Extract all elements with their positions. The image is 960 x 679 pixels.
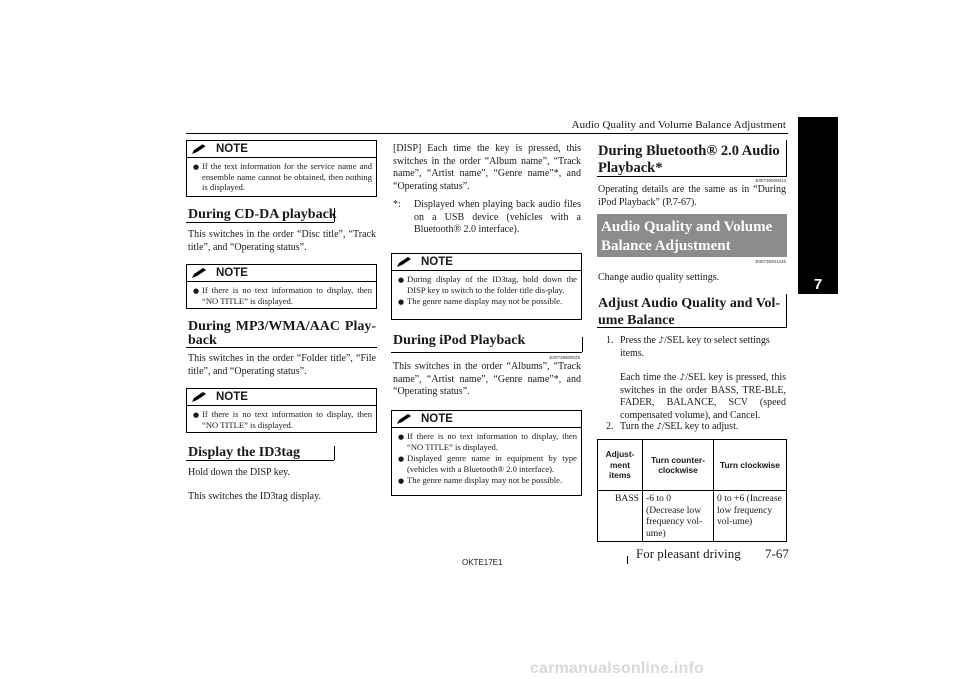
music-note-icon: ♪ — [658, 336, 665, 346]
table-header: Turn counter-clockwise — [643, 440, 714, 491]
note-label: NOTE — [216, 143, 248, 155]
bullet-icon: ● — [398, 276, 405, 284]
note-box-3 — [186, 388, 377, 433]
note-item: ● If there is no text information to display, then “NO TITLE” is displayed. — [398, 431, 577, 452]
header-rule — [186, 133, 788, 134]
table-header: Turn clockwise — [714, 440, 787, 491]
footer-section: For pleasant driving — [636, 546, 741, 561]
table-cell: -6 to 0 (Decrease low frequency vol-ume) — [643, 491, 714, 542]
note-pencil-icon — [191, 143, 213, 155]
note-item: ● The genre name display may not be possible. — [398, 296, 563, 306]
bullet-icon: ● — [398, 477, 405, 485]
note-pencil-icon — [396, 256, 418, 268]
paragraph-change: Change audio quality settings. — [598, 272, 720, 283]
step-1-detail: Each time the ♪/SEL key is pressed, this switches in the order BASS, TRE-BLE, FADER, BALANCE, SCV (speed compensated volume), and Cancel. — [620, 372, 787, 421]
note-header — [187, 141, 376, 158]
note-box-2 — [186, 264, 377, 309]
bullet-icon: ● — [398, 433, 405, 441]
heading-underline-tick — [786, 140, 787, 176]
chapter-number: 7 — [813, 276, 823, 293]
note-pencil-icon — [191, 391, 213, 403]
heading-underline-tick — [582, 337, 583, 352]
step-2-number: 2. — [606, 421, 614, 432]
footnote-text: Displayed when playing back audio files on a USB device (vehicles with a Bluetooth® 2.0 interface). — [414, 199, 581, 235]
paragraph-bluetooth: Operating details are the same as in “During iPod Playback” (P.7-67). — [598, 184, 786, 208]
paragraph-ipod: This switches in the order “Albums”, “Track name”, “Artist name”, “Genre name”*, and “Operating status”. — [393, 361, 581, 397]
table-row — [598, 491, 787, 542]
note-header — [187, 389, 376, 406]
watermark: carmanualsonline.info — [530, 660, 705, 677]
note-item: ● If there is no text information to display, then “NO TITLE” is displayed. — [193, 409, 372, 430]
heading-id3tag: Display the ID3tag — [188, 445, 301, 460]
step-1: Press the ♪/SEL key to select settings items. — [620, 335, 770, 359]
note-box-5 — [391, 410, 582, 496]
heading-ipod: During iPod Playback — [393, 333, 526, 348]
music-note-icon: ♪ — [656, 422, 663, 432]
footnote-mark: *: — [393, 199, 401, 210]
note-item: ● The genre name display may not be possible. — [398, 475, 563, 485]
heading-underline — [186, 347, 377, 348]
heading-adjust: Adjust Audio Quality and Vol-ume Balance — [598, 296, 781, 328]
note-label: NOTE — [216, 267, 248, 279]
note-box-1 — [186, 140, 377, 197]
note-item: ● If there is no text information to display, then “NO TITLE” is displayed. — [193, 285, 372, 306]
bullet-icon: ● — [193, 163, 200, 171]
note-label: NOTE — [421, 413, 453, 425]
bullet-icon: ● — [193, 411, 200, 419]
table-header: Adjust-ment items — [598, 440, 643, 491]
bullet-icon: ● — [398, 455, 405, 463]
note-header — [392, 254, 581, 271]
note-item: ● Displayed genre name in equipment by type (vehicles with a Bluetooth® 2.0 interface). — [398, 453, 577, 474]
heading-underline — [186, 222, 334, 223]
heading-underline — [597, 176, 787, 177]
note-label: NOTE — [421, 256, 453, 268]
footer-page-number: 7-67 — [765, 546, 789, 561]
footer-divider — [627, 556, 628, 564]
note-item: ● During display of the ID3tag, hold down the DISP key to switch to the folder title dis-play. — [398, 274, 577, 295]
settings-table — [597, 439, 787, 542]
heading-cd-da: During CD-DA playback — [188, 207, 337, 222]
step-2: Turn the ♪/SEL key to adjust. — [620, 421, 739, 432]
section-title: Audio Quality and Volume Balance Adjustment — [601, 219, 773, 254]
paragraph-id3-hold: Hold down the DISP key. — [188, 467, 291, 478]
heading-bluetooth: During Bluetooth® 2.0 Audio Playback* — [598, 143, 780, 176]
heading-underline — [186, 460, 334, 461]
table-cell: 0 to +6 (Increase low frequency vol-ume) — [714, 491, 787, 542]
note-pencil-icon — [191, 267, 213, 279]
table-header-row — [598, 440, 787, 491]
heading-underline — [597, 327, 787, 328]
bullet-icon: ● — [193, 287, 200, 295]
heading-mp3: During MP3/WMA/AAC Play-back — [188, 319, 376, 348]
note-pencil-icon — [396, 413, 418, 425]
paragraph-mp3: This switches in the order “Folder title”, “File title”, and “Operating status”. — [188, 353, 376, 377]
heading-underline-tick — [334, 446, 335, 460]
note-label: NOTE — [216, 391, 248, 403]
footer-code: OKTE17E1 — [462, 558, 503, 567]
paragraph-disp: [DISP] Each time the key is pressed, this switches in the order “Album name”, “Track name”, “Artist name”, “Genre name”*, and “Operating status”. — [393, 143, 581, 192]
note-item: ● If the text information for the service name and ensemble name cannot be obtained, then nothing is displayed. — [193, 161, 372, 192]
paragraph-cd-da: This switches in the order “Disc title”, “Track title”, and “Operating status”. — [188, 229, 376, 253]
chapter-tab — [798, 117, 838, 294]
music-note-icon: ♪ — [679, 373, 686, 383]
heading-underline — [391, 352, 582, 353]
heading-underline-tick — [334, 208, 335, 222]
running-header: Audio Quality and Volume Balance Adjustment — [571, 119, 786, 131]
code-ipod: E00738900028 — [549, 355, 580, 360]
code-bluetooth: E00739000013 — [755, 178, 786, 183]
table-cell: BASS — [598, 491, 643, 542]
bullet-icon: ● — [398, 298, 405, 306]
paragraph-id3-switch: This switches the ID3tag display. — [188, 491, 321, 502]
note-header — [187, 265, 376, 282]
note-box-4 — [391, 253, 582, 320]
note-header — [392, 411, 581, 428]
step-1-number: 1. — [606, 335, 614, 346]
code-section: E00738201246 — [755, 259, 786, 264]
heading-underline-tick — [786, 294, 787, 327]
